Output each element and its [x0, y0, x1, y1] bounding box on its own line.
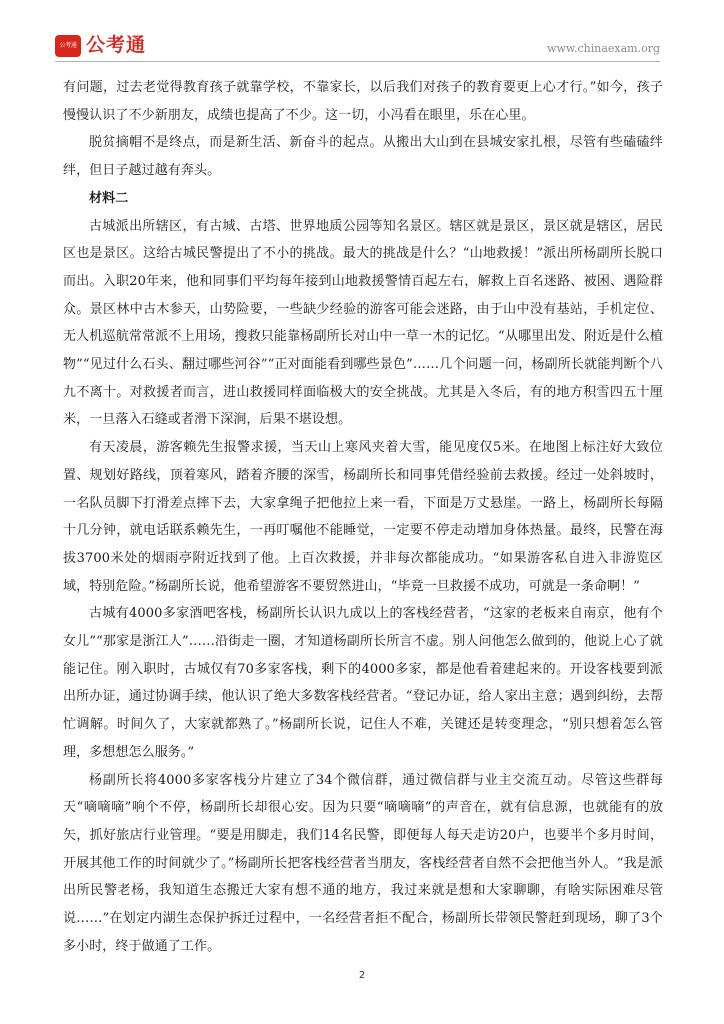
paragraph: 有天凌晨，游客赖先生报警求援，当天山上寒风夹着大雪，能见度仅5米。在地图上标注好大致位置、规划好路线，顶着寒风，踏着齐腰的深雪，杨副所长和同事凭借经验前去救援。经过一处斜坡时，一名队员脚下打滑差点摔下去，大家拿绳子把他拉上来一看，下面是万丈悬崖。一路上，杨副所长每隔十几分钟，就电话联系赖先生，一再叮嘱他不能睡觉，一定要不停走动增加身体热量。最终，民警在海拔3700米处的烟雨亭附近找到了他。上百次救援，并非每次都能成功。“如果游客私自进入非游览区域，特别危险。”杨副所长说，他希望游客不要贸然进山，“毕竟一旦救援不成功，可就是一条命啊！”: [63, 440, 663, 594]
site-url: www.chinaexam.org: [547, 42, 660, 55]
paragraph: 脱贫摘帽不是终点，而是新生活、新奋斗的起点。从搬出大山到在县城安家扎根，尽管有些磕磕绊绊，但日子越过越有奔头。: [63, 135, 663, 179]
logo-text: 公考通: [86, 34, 147, 56]
logo-badge: 公考通: [55, 35, 81, 57]
paragraph-continuation: 有问题，过去老觉得教育孩子就靠学校，不靠家长，以后我们对孩子的教育要更上心才行。”如今，孩子慢慢认识了不少新朋友，成绩也提高了不少。这一切，小冯看在眼里，乐在心里。: [63, 80, 663, 123]
paragraph: 杨副所长将4000多家客栈分片建立了34个微信群，通过微信群与业主交流互动。尽管这些群每天“嘀嘀嘀”响个不停，杨副所长却很心安。因为只要“嘀嘀嘀”的声音在，就有信息源，也就能有的放矢，抓好旅店行业管理。“要是用脚走，我们14名民警，即便每人每天走访20户，也要半个多月时间，开展其他工作的时间就少了。”杨副所长把客栈经营者当朋友，客栈经营者自然不会把他当外人。“我是派出所民警老杨，我知道生态搬迁大家有想不通的地方，我过来就是想和大家聊聊，有啥实际困难尽管说……”在划定内湖生态保护拆迁过程中，一名经营者拒不配合，杨副所长带领民警赶到现场，聊了3个多小时，终于做通了工作。: [63, 772, 663, 954]
section-heading: 材料二: [89, 190, 129, 206]
document-body: [63, 74, 663, 961]
page-header: [0, 0, 724, 62]
header-divider: [55, 61, 660, 62]
page-number: 2: [358, 970, 366, 981]
paragraph: 古城有4000多家酒吧客栈，杨副所长认识九成以上的客栈经营者，“这家的老板来自南京，他有个女儿”“那家是浙江人”……沿街走一圈，才知道杨副所长所言不虚。别人问他怎么做到的，他说上心了就能记住。刚入职时，古城仅有70多家客栈，剩下的4000多家，都是他看着建起来的。开设客栈要到派出所办证，通过协调手续，他认识了绝大多数客栈经营者。“登记办证，给人家出主意；遇到纠纷，去帮忙调解。时间久了，大家就都熟了。”杨副所长说，记住人不难，关键还是转变理念，“别只想着怎么管理，多想想怎么服务。”: [63, 606, 663, 760]
paragraph: 古城派出所辖区，有古城、古塔、世界地质公园等知名景区。辖区就是景区，景区就是辖区，居民区也是景区。这给古城民警提出了不小的挑战。最大的挑战是什么？“山地救援！”派出所杨副所长脱口而出。入职20年来，他和同事们平均每年接到山地救援警情百起左右，解救上百名迷路、被困、遇险群众。景区林中古木参天，山势险要，一些缺少经验的游客可能会迷路，由于山中没有基站，手机定位、无人机巡航常常派不上用场，搜救只能靠杨副所长对山中一草一木的记忆。“从哪里出发、附近是什么植物”“见过什么石头、翻过哪些河谷”“正对面能看到哪些景色”……几个问题一问，杨副所长就能判断个八九不离十。对救援者而言，进山救援同样面临极大的安全挑战。尤其是入冬后，有的地方积雪四五十厘米，一旦落入石缝或者滑下深涧，后果不堪设想。: [63, 218, 663, 428]
